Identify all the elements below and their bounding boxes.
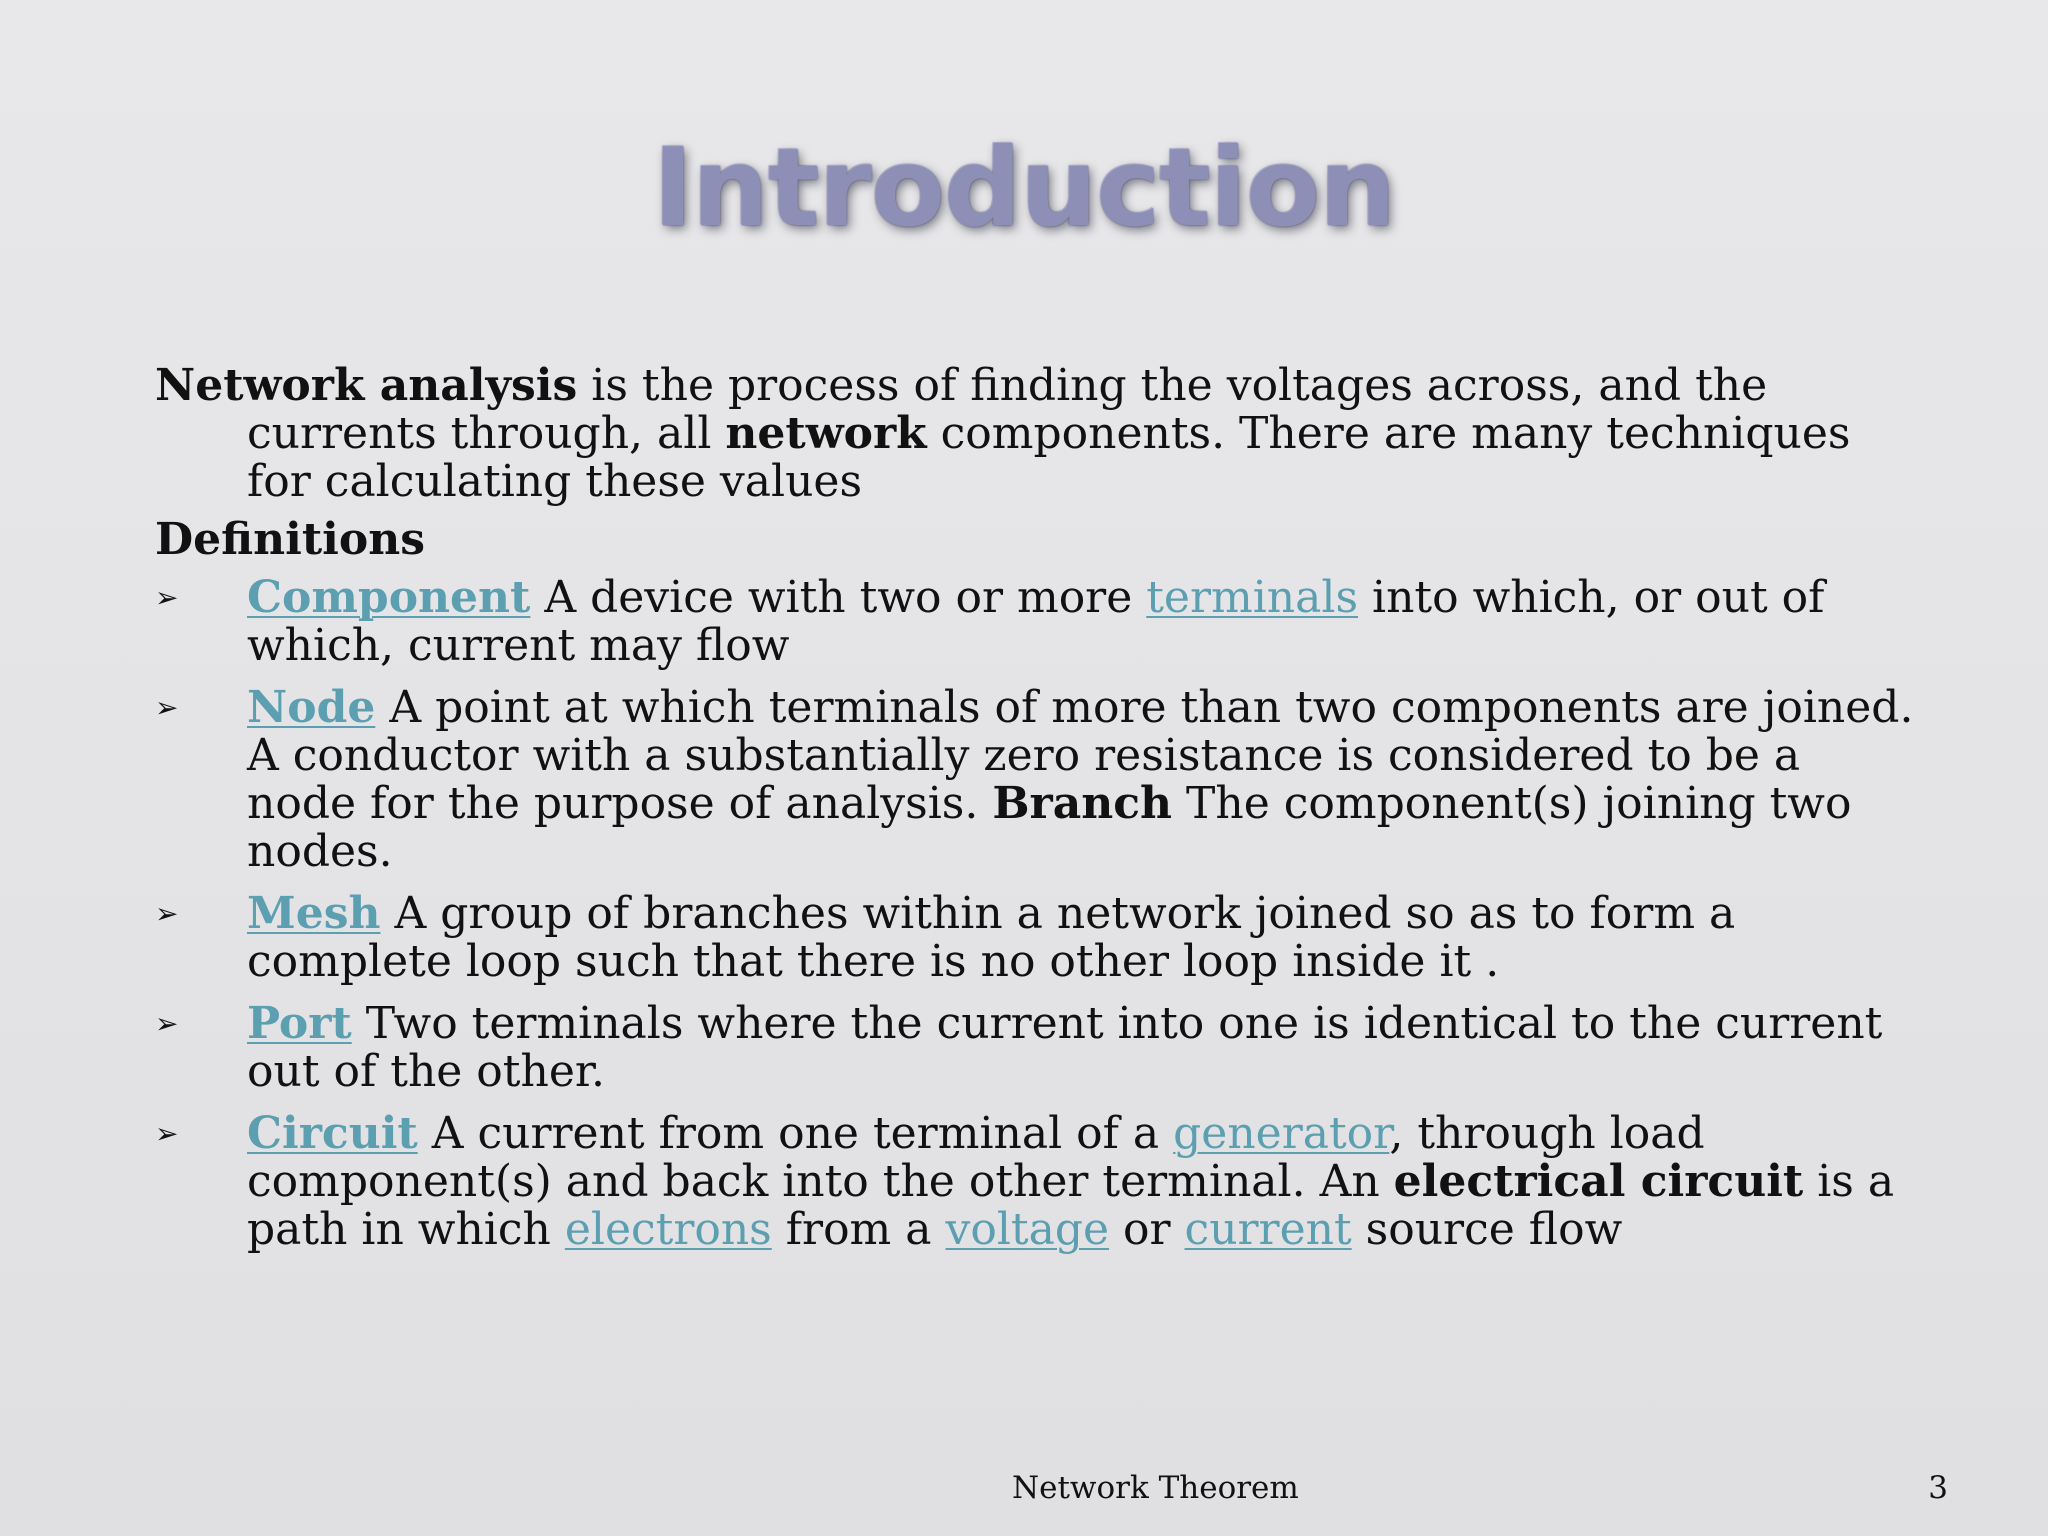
link-terminals[interactable]: terminals: [1146, 572, 1359, 623]
intro-text-2: components. There are many techniques for calculating these values: [247, 408, 1851, 507]
circuit-text-2: , through load component(s) and back into the other terminal. An: [247, 1108, 1705, 1207]
circuit-text-6: source flow: [1351, 1204, 1623, 1255]
intro-paragraph: [155, 362, 1915, 506]
circuit-text-1: A current from one terminal of a: [417, 1108, 1174, 1159]
definition-item-node: [155, 684, 1915, 876]
link-voltage[interactable]: voltage: [945, 1204, 1110, 1255]
electrical-circuit-bold-term: electrical circuit: [1393, 1156, 1804, 1207]
intro-bold-mid: network: [725, 408, 927, 459]
arrowhead-bullet-icon: ➢: [155, 1117, 179, 1150]
link-electrons[interactable]: electrons: [564, 1204, 772, 1255]
component-text-1: A device with two or more: [530, 572, 1147, 623]
footer-title: Network Theorem: [1012, 1470, 1299, 1506]
term-link-component[interactable]: Component: [247, 572, 531, 623]
definitions-heading: Definitions: [155, 514, 425, 565]
node-text-2: The component(s) joining two nodes.: [247, 778, 1852, 877]
intro-text-1: is the process of finding the voltages across, and the currents through, all: [247, 360, 1768, 459]
term-link-mesh[interactable]: Mesh: [247, 888, 381, 939]
term-link-port[interactable]: Port: [247, 998, 352, 1049]
branch-bold-term: Branch: [992, 778, 1173, 829]
term-link-node[interactable]: Node: [247, 682, 376, 733]
circuit-text-5: or: [1109, 1204, 1185, 1255]
slide-content: [155, 362, 1915, 1268]
slide-title: Introduction: [652, 126, 1396, 251]
definition-item-circuit: [155, 1110, 1915, 1254]
definition-item-mesh: [155, 890, 1915, 986]
link-generator[interactable]: generator: [1173, 1108, 1390, 1159]
circuit-text-4: from a: [771, 1204, 946, 1255]
slide-page-number: 3: [1928, 1470, 1948, 1506]
port-text-1: Two terminals where the current into one is identical to the current out of the other.: [247, 998, 1883, 1097]
arrowhead-bullet-icon: ➢: [155, 897, 179, 930]
component-text-2: into which, or out of which, current may flow: [247, 572, 1825, 671]
arrowhead-bullet-icon: ➢: [155, 1007, 179, 1040]
definition-item-port: [155, 1000, 1915, 1096]
node-text-1: A point at which terminals of more than two components are joined. A conductor with a substantially zero resistance is considered to be a node for the purpose of analysis.: [247, 682, 1914, 829]
arrowhead-bullet-icon: ➢: [155, 691, 179, 724]
definition-item-component: [155, 574, 1915, 670]
mesh-text-1: A group of branches within a network joined so as to form a complete loop such that there is no other loop inside it .: [247, 888, 1736, 987]
arrowhead-bullet-icon: ➢: [155, 581, 179, 614]
intro-bold-lead: Network analysis: [155, 360, 578, 411]
link-current[interactable]: current: [1184, 1204, 1352, 1255]
term-link-circuit[interactable]: Circuit: [247, 1108, 418, 1159]
circuit-text-3: is a path in which: [247, 1156, 1895, 1255]
